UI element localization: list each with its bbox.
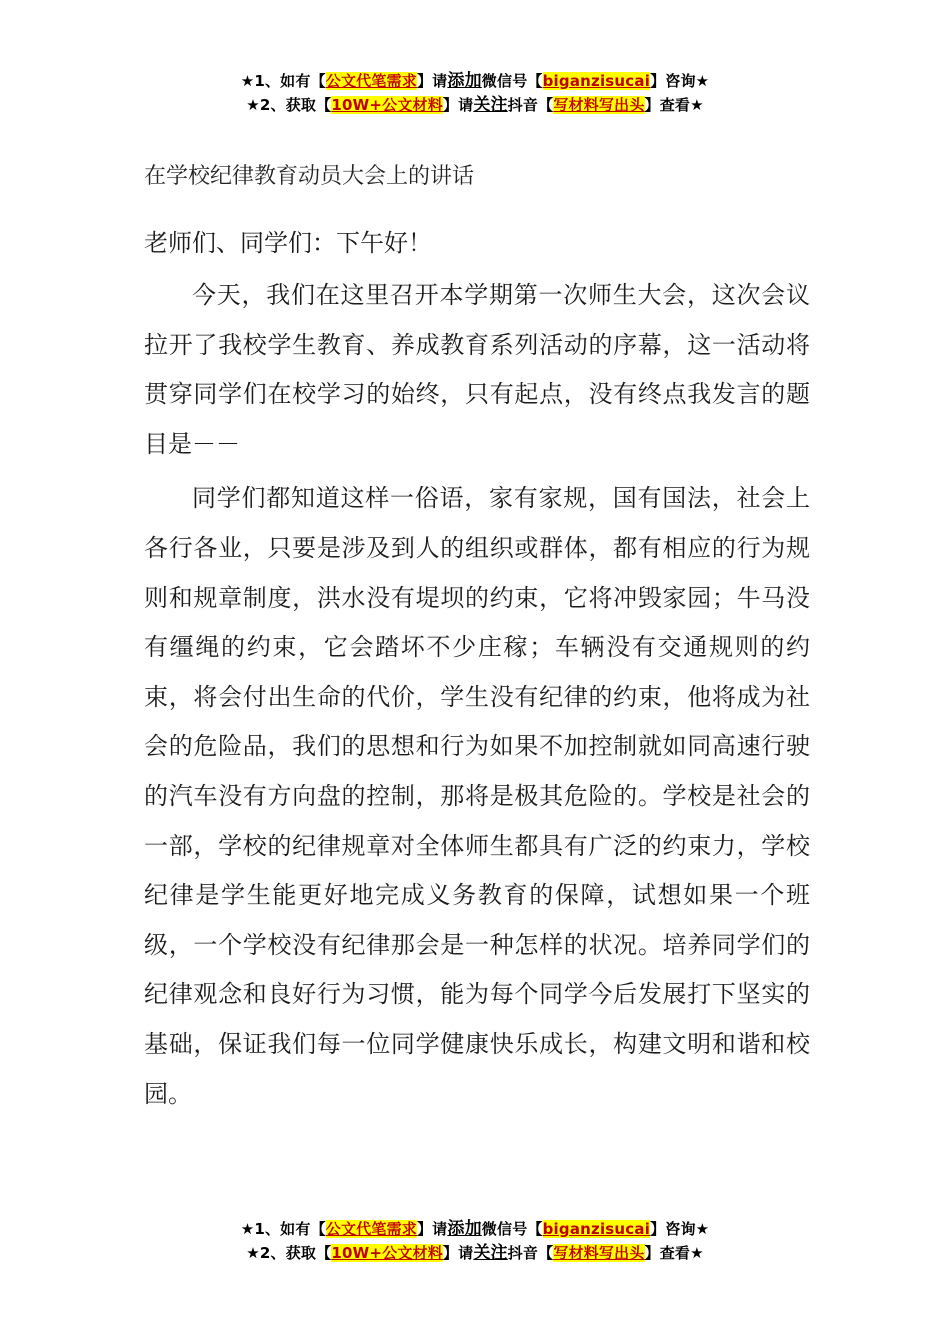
banner-highlight: 10W+公文材料 — [331, 96, 443, 114]
banner-text: 】咨询★ — [650, 1220, 710, 1238]
banner-highlight-douyin: 写材料写出头 — [553, 96, 645, 114]
banner-text: ★2、获取【 — [246, 1244, 332, 1262]
banner-highlight: 公文代笔需求 — [325, 1220, 417, 1238]
document-body — [144, 157, 810, 1119]
banner-text: ★2、获取【 — [246, 96, 332, 114]
banner-text: 】查看★ — [644, 96, 704, 114]
paragraph-2: 同学们都知道这样一俗语，家有家规，国有国法，社会上各行各业，只要是涉及到人的组织或群体，都有相应的行为规则和规章制度，洪水没有堤坝的约束，它将冲毁家园；牛马没有缰绳的约束，它会踏坏不少庄稼；车辆没有交通规则的约束，将会付出生命的代价，学生没有纪律的约束，他将成为社会的危险品，我们的思想和行为如果不加控制就如同高速行驶的汽车没有方向盘的控制，那将是极其危险的。学校是社会的一部，学校的纪律规章对全体师生都具有广泛的约束力，学校纪律是学生能更好地完成义务教育的保障，试想如果一个班级，一个学校没有纪律那会是一种怎样的状况。培养同学们的纪律观念和良好行为习惯，能为每个同学今后发展打下坚实的基础，保证我们每一位同学健康快乐成长，构建文明和谐和校园。 — [144, 484, 810, 1108]
banner-highlight: 10W+公文材料 — [331, 1244, 443, 1262]
banner-text: 】请 — [416, 1220, 448, 1238]
banner-emphasis: 关注 — [473, 95, 508, 115]
footer-banner — [0, 1217, 950, 1265]
header-banner — [0, 69, 950, 117]
banner-text: 微信号【 — [481, 72, 543, 90]
greeting: 老师们、同学们：下午好！ — [144, 229, 432, 257]
banner-highlight-douyin: 写材料写出头 — [553, 1244, 645, 1262]
banner-text: 】请 — [442, 96, 474, 114]
banner-text: 】咨询★ — [650, 72, 710, 90]
banner-text: 抖音【 — [507, 1244, 554, 1262]
banner-text: ★1、如有【 — [240, 1220, 326, 1238]
banner-highlight-wechat: biganzisucai — [542, 1220, 651, 1238]
banner-text: 】请 — [416, 72, 448, 90]
banner-emphasis: 添加 — [447, 71, 482, 91]
banner-line-1 — [0, 69, 950, 93]
banner-emphasis: 添加 — [447, 1219, 482, 1239]
banner-highlight: 公文代笔需求 — [325, 72, 417, 90]
banner-line-2 — [0, 93, 950, 117]
banner-line-1 — [0, 1217, 950, 1241]
banner-text: 微信号【 — [481, 1220, 543, 1238]
banner-text: ★1、如有【 — [240, 72, 326, 90]
paragraph-1: 今天，我们在这里召开本学期第一次师生大会，这次会议拉开了我校学生教育、养成教育系列活动的序幕，这一活动将贯穿同学们在校学习的始终，只有起点，没有终点我发言的题目是－－ — [144, 281, 810, 458]
banner-text: 】请 — [442, 1244, 474, 1262]
banner-text: 抖音【 — [507, 96, 554, 114]
banner-highlight-wechat: biganzisucai — [542, 72, 651, 90]
banner-text: 】查看★ — [644, 1244, 704, 1262]
banner-emphasis: 关注 — [473, 1243, 508, 1263]
document-title: 在学校纪律教育动员大会上的讲话 — [144, 164, 475, 189]
banner-line-2 — [0, 1241, 950, 1265]
